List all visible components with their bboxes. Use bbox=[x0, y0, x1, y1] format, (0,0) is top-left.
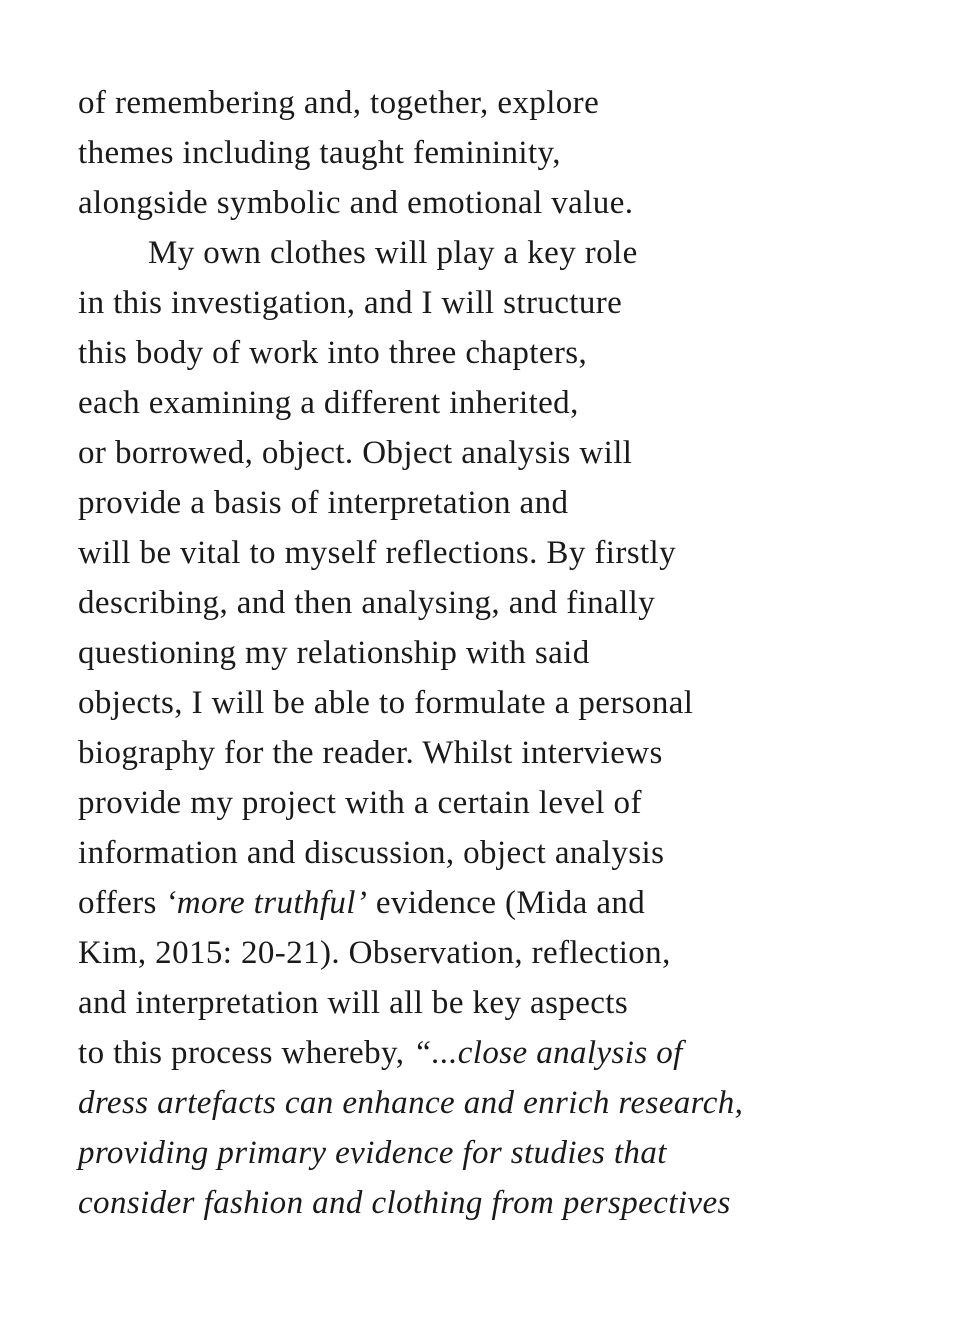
text-segment: objects, I will be able to formulate a personal bbox=[78, 685, 694, 721]
text-segment: and interpretation will all be key aspects bbox=[78, 985, 629, 1021]
text-line bbox=[78, 528, 958, 578]
italic-text-segment: providing primary evidence for studies that bbox=[78, 1135, 667, 1171]
text-segment: questioning my relationship with said bbox=[78, 635, 590, 671]
text-segment: or borrowed, object. Object analysis will bbox=[78, 435, 633, 471]
text-line bbox=[78, 78, 958, 128]
text-line bbox=[78, 628, 958, 678]
text-block bbox=[78, 78, 958, 1228]
italic-text-segment: consider fashion and clothing from perspectives bbox=[78, 1185, 731, 1221]
text-line bbox=[78, 1178, 958, 1228]
text-segment: provide a basis of interpretation and bbox=[78, 485, 569, 521]
text-segment: provide my project with a certain level of bbox=[78, 785, 642, 821]
italic-text-segment: “...close analysis of bbox=[413, 1035, 683, 1071]
text-line bbox=[78, 478, 958, 528]
text-line bbox=[78, 578, 958, 628]
text-line bbox=[78, 128, 958, 178]
text-line bbox=[78, 328, 958, 378]
text-line bbox=[78, 1028, 958, 1078]
text-line bbox=[78, 428, 958, 478]
text-line bbox=[78, 878, 958, 928]
text-line bbox=[78, 778, 958, 828]
text-segment: this body of work into three chapters, bbox=[78, 335, 588, 371]
text-segment: themes including taught femininity, bbox=[78, 135, 561, 171]
text-segment: describing, and then analysing, and finally bbox=[78, 585, 656, 621]
text-segment: will be vital to myself reflections. By firstly bbox=[78, 535, 677, 571]
text-line bbox=[78, 178, 958, 228]
text-segment: My own clothes will play a key role bbox=[148, 235, 638, 271]
text-segment: Kim, 2015: 20-21). Observation, reflection, bbox=[78, 935, 671, 971]
text-line bbox=[78, 978, 958, 1028]
text-segment: offers bbox=[78, 885, 166, 921]
text-line bbox=[78, 378, 958, 428]
text-line bbox=[78, 728, 958, 778]
text-line bbox=[78, 228, 958, 278]
text-segment: in this investigation, and I will structure bbox=[78, 285, 623, 321]
text-line bbox=[78, 1078, 958, 1128]
text-line bbox=[78, 1128, 958, 1178]
text-segment: to this process whereby, bbox=[78, 1035, 414, 1071]
text-segment: evidence (Mida and bbox=[367, 885, 646, 921]
text-segment: information and discussion, object analysis bbox=[78, 835, 665, 871]
text-segment: each examining a different inherited, bbox=[78, 385, 579, 421]
text-line bbox=[78, 678, 958, 728]
italic-text-segment: dress artefacts can enhance and enrich research, bbox=[78, 1085, 744, 1121]
text-line bbox=[78, 928, 958, 978]
text-segment: biography for the reader. Whilst interviews bbox=[78, 735, 663, 771]
italic-text-segment: ‘more truthful’ bbox=[165, 885, 368, 921]
text-segment: of remembering and, together, explore bbox=[78, 85, 600, 121]
text-segment: alongside symbolic and emotional value. bbox=[78, 185, 634, 221]
text-line bbox=[78, 278, 958, 328]
text-line bbox=[78, 828, 958, 878]
